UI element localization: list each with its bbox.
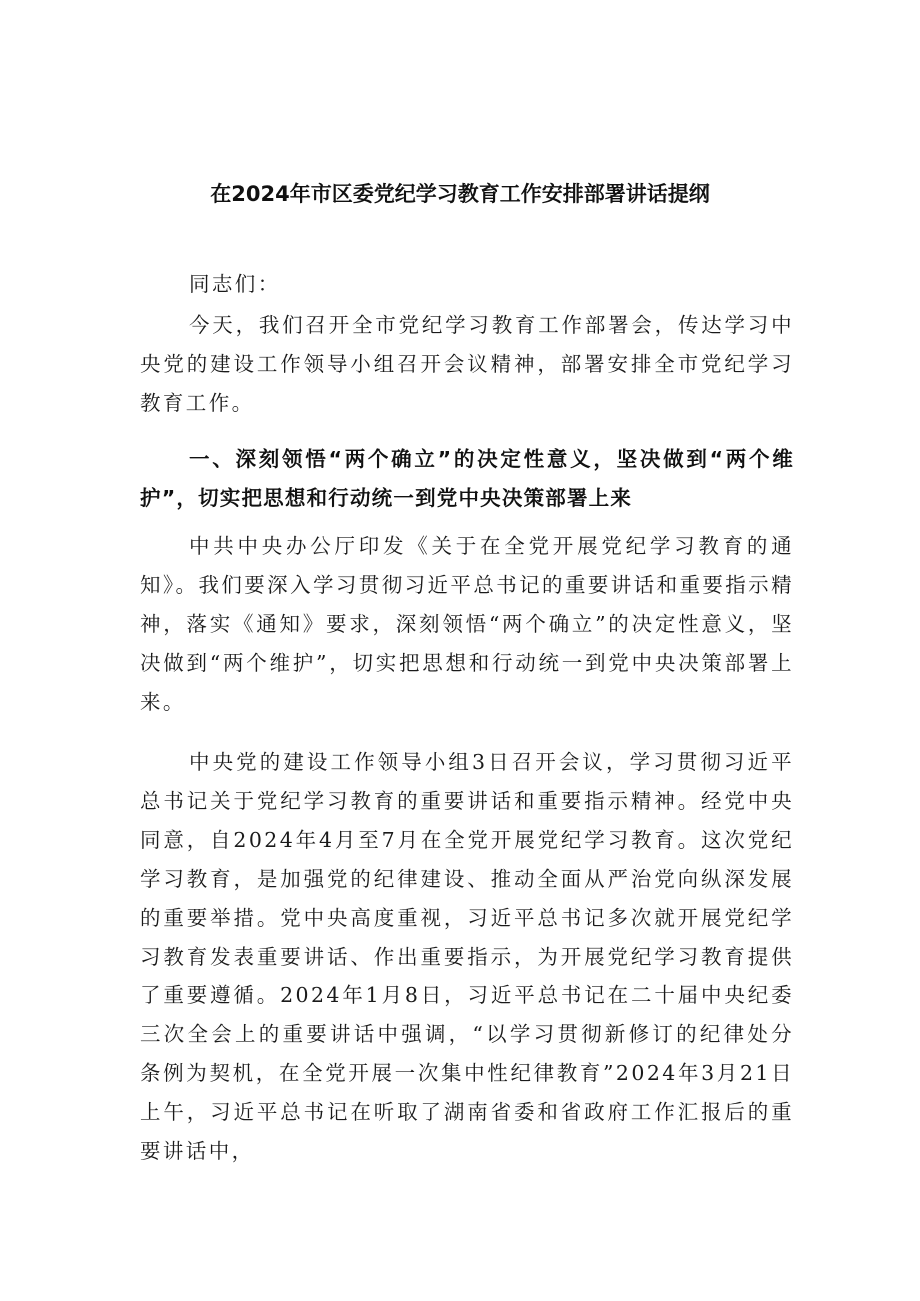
body-paragraph: 中央党的建设工作领导小组3日召开会议，学习贯彻习近平总书记关于党纪学习教育的重要讲话和重要指示精神。经党中央同意，自2024年4月至7月在全党开展党纪学习教育。这次党纪学习教育，是加强党的纪律建设、推动全面从严治党向纵深发展的重要举措。党中央高度重视，习近平总书记多次就开展党纪学习教育发表重要讲话、作出重要指示，为开展党纪学习教育提供了重要遵循。2024年1月8日，习近平总书记在二十届中央纪委三次全会上的重要讲话中强调，“以学习贯彻新修订的纪律处分条例为契机，在全党开展一次集中性纪律教育”2024年3月21日上午，习近平总书记在听取了湖南省委和省政府工作汇报后的重要讲话中， (140, 750, 794, 1164)
greeting: 同志们： (189, 272, 281, 296)
document-title: 在2024年市区委党纪学习教育工作安排部署讲话提纲 (210, 182, 710, 206)
section-heading: 一、深刻领悟“两个确立”的决定性意义，坚决做到“两个维护”，切实把思想和行动统一到党中央决策部署上来 (140, 447, 794, 510)
intro-paragraph: 今天，我们召开全市党纪学习教育工作部署会，传达学习中央党的建设工作领导小组召开会议精神，部署安排全市党纪学习教育工作。 (140, 313, 794, 415)
body-paragraph: 中共中央办公厅印发《关于在全党开展党纪学习教育的通知》。我们要深入学习贯彻习近平总书记的重要讲话和重要指示精神，落实《通知》要求，深刻领悟“两个确立”的决定性意义，坚决做到“两个维护”，切实把思想和行动统一到党中央决策部署上来。 (140, 534, 794, 714)
